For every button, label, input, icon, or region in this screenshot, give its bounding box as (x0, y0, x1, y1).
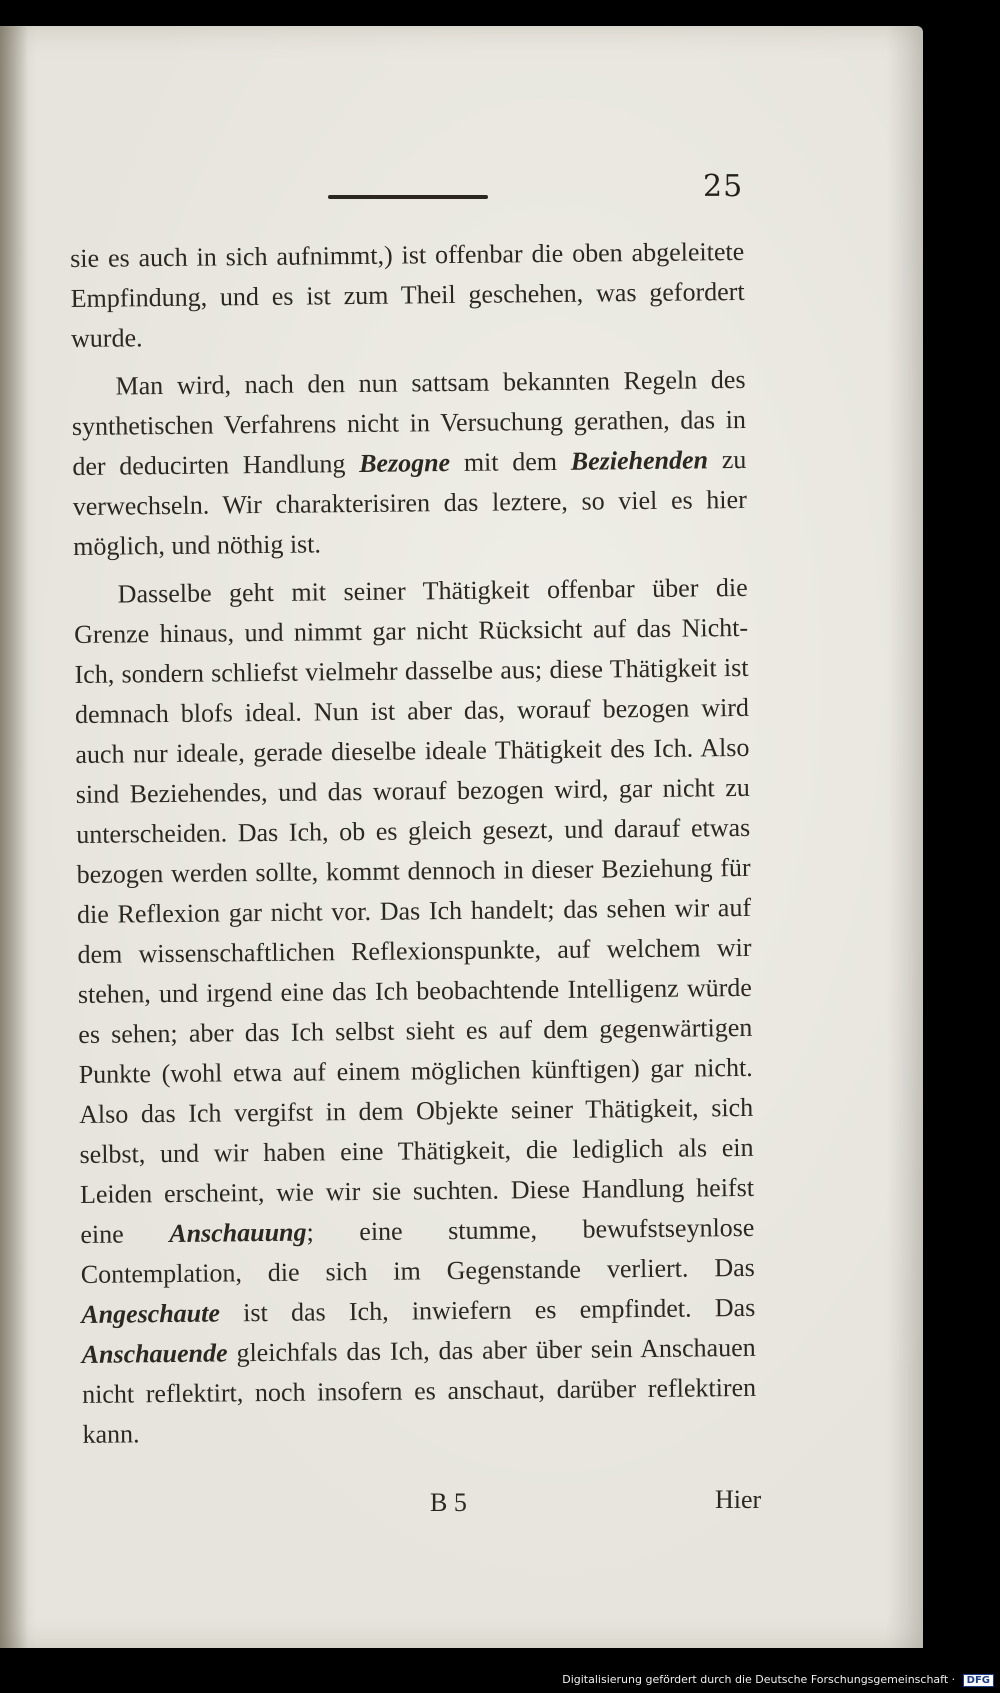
text-run: zu verwechseln. Wir charakterisiren das leztere, so viel es hier möglich, und nöthig ist. (72, 444, 747, 561)
body-text (70, 232, 757, 1463)
paragraph-1 (70, 232, 745, 359)
text-run: mit dem (449, 446, 571, 478)
digitization-footer (562, 1673, 994, 1687)
catchword: Hier (715, 1485, 762, 1514)
dfg-logo: DFG (963, 1674, 994, 1687)
footer-text: Digitalisierung gefördert durch die Deutsche Forschungsgemeinschaft · (562, 1673, 956, 1686)
book-page (0, 26, 923, 1648)
emphasized-term: Angeschaute (81, 1298, 221, 1329)
emphasized-term: Beziehenden (570, 445, 709, 476)
emphasized-term: Anschauende (81, 1338, 228, 1369)
signature-mark: B 5 (430, 1488, 467, 1517)
text-run: sie es auch in sich aufnimmt,) ist offenbar die oben abgeleitete Empfindung, und es ist zum Theil geschehen, was gefordert wurde. (70, 236, 745, 353)
header-rule (328, 195, 488, 199)
emphasized-term: Anschauung (169, 1217, 307, 1249)
text-run: Dasselbe geht mit seiner Thätigkeit offenbar über die Grenze hinaus, und nimmt gar nicht Rücksicht auf das Nicht-Ich, sondern schliefst vielmehr dasselbe aus; diese Thätigkeit ist demnach blofs ideal. Nun ist aber das, worauf bezogen wird auch nur ideale, gerade dieselbe ideale Thätigkeit des Ich. Also sind Beziehendes, und das worauf bezogen wird, gar nicht zu unterscheiden. Das Ich, ob es gleich gesezt, und darauf etwas bezogen werden sollte, kommt dennoch in dieser Beziehung für die Reflexion gar nicht vor. Das Ich handelt; das sehen wir auf dem wissenschaftlichen Reflexionspunkte, auf welchem wir stehen, und irgend eine das Ich beobachtende Intelligenz würde es sehen; aber das Ich selbst sieht es auf dem gegenwärtigen Punkte (wohl etwa auf einem möglichen künftigen) gar nicht. Also das Ich vergifst in dem Objekte seiner Thätigkeit, sich selbst, und wir haben eine Thätigkeit, die lediglich als ein Leiden erscheint, wie wir sie suchten. Diese Handlung heifst eine (73, 572, 755, 1249)
text-run: ; eine stumme, bewufstseynlose Contemplation, die sich im Gegenstande verliert. Das (80, 1212, 755, 1289)
page-gutter-shadow (0, 26, 28, 1648)
paragraph-2 (71, 360, 747, 567)
page-number: 25 (703, 169, 744, 204)
text-run: Man wird, nach den nun sattsam bekannten Regeln des synthetischen Verfahrens nicht in Versuchung gerathen, das in der deducirten Handlung (71, 364, 747, 481)
text-run: gleichfals das Ich, das aber über sein Anschauen nicht reflektirt, noch insofern es anschaut, darüber reflektiren kann. (81, 1332, 757, 1449)
emphasized-term: Bezogne (358, 448, 451, 478)
text-run: ist das Ich, inwiefern es empfindet. Das (219, 1292, 756, 1328)
paragraph-3 (74, 568, 757, 1455)
